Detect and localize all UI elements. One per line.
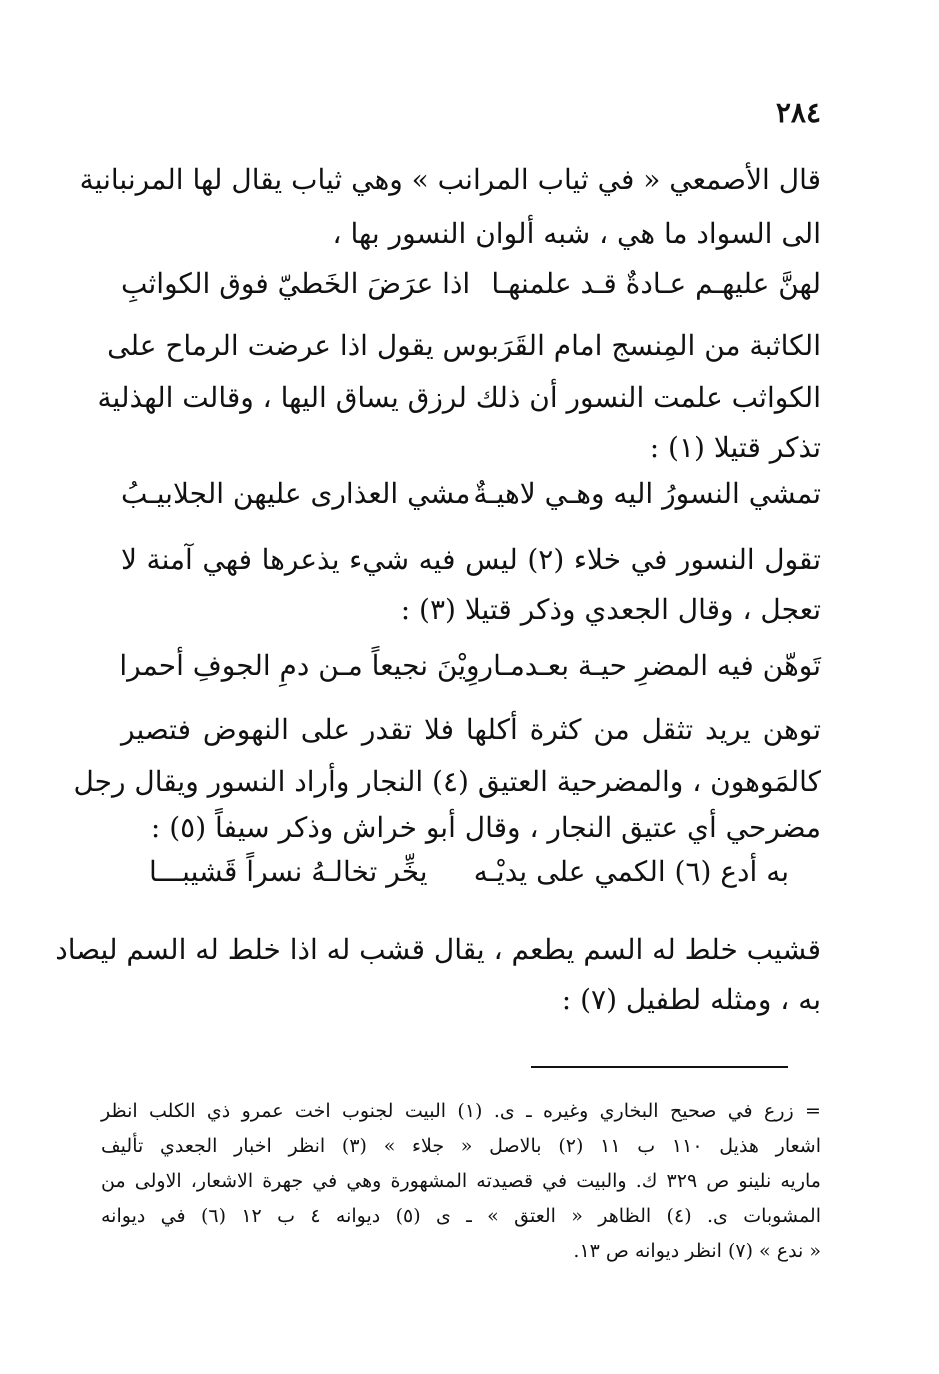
footnote-line: ماريه نلينو ص ٣٢٩ ك. والبيت في قصيدته المشهورة وهي في جهرة الاشعار، الاولى من [101,1170,821,1192]
text-line: قال الأصمعي « في ثياب المرانب » وهي ثياب يقال لها المرنبانية [79,163,821,196]
verse-first-hemistich: به أدع (٦) الكمي على يديْـه [473,855,789,888]
verse-second-hemistich: اذا عرَضَ الخَطيّ فوق الكواثبِ [121,267,471,300]
text-line: قشيب خلط له السم يطعم ، يقال قشب له اذا خلط له السم ليصاد [55,933,821,966]
text-line: مضرحي أي عتيق النجار ، وقال أبو خراش وذكر سيفاً (٥) : [150,811,821,844]
text-line: تعجل ، وقال الجعدي وذكر قتيلا (٣) : [400,593,821,626]
verse-second-hemistich: يخِّر تخالـهُ نسراً قَشيبـــا [149,855,428,888]
footnote-separator [531,1066,788,1068]
text-line: توهن يريد تثقل من كثرة أكلها فلا تقدر على النهوض فتصير [121,713,821,746]
verse-second-hemistich: مشي العذارى عليهن الجلابيـبُ [121,477,471,510]
text-line: به ، ومثله لطفيل (٧) : [561,983,821,1016]
footnote-line: « ندع » (٧) انظر ديوانه ص ١٣. [573,1240,821,1262]
verse-line [121,474,821,514]
verse-line [149,852,789,892]
verse-line [121,646,821,686]
footnote-line: = زرع في صحيح البخاري وغيره ـ ى. (١) البيت لجنوب اخت عمرو ذي الكلب انظر [101,1100,821,1122]
text-line: الكواثب علمت النسور أن ذلك لرزق يساق اليها ، وقالت الهذلية [97,381,821,414]
verse-first-hemistich: لهنَّ عليهـم عـادةٌ قـد علمنهـا [491,267,821,300]
text-line: كالمَوهون ، والمضرحية العتيق (٤) النجار وأراد النسور ويقال رجل [73,765,821,798]
text-line: الكاثبة من المِنسج امام القَرَبوس يقول اذا عرضت الرماح على [107,329,821,362]
text-line: تذكر قتيلا (١) : [649,431,821,464]
verse-first-hemistich: تمشي النسورُ اليه وهـي لاهيـةٌ [473,477,821,510]
text-line: تقول النسور في خلاء (٢) ليس فيه شيء يذعرها فهي آمنة لا [121,543,822,576]
verse-line [121,264,821,304]
footnote-line: المشوبات ى. (٤) الظاهر « العتق » ـ ى (٥) ديوانه ٤ ب ١٢ (٦) في ديوانه [101,1205,821,1227]
verse-first-hemistich: تَوهّن فيه المضرِ حيـة بعـدمـا [493,649,821,682]
page-number: ٢٨٤ [775,96,821,129]
text-line: الى السواد ما هي ، شبه ألوان النسور بها ، [332,217,821,250]
verse-second-hemistich: روِيْنَ نجيعاً مـن دمِ الجوفِ أحمرا [119,649,494,682]
footnote-line: اشعار هذيل ١١٠ ب ١١ (٢) بالاصل « جلاء » (٣) انظر اخبار الجعدي تأليف [101,1135,821,1157]
